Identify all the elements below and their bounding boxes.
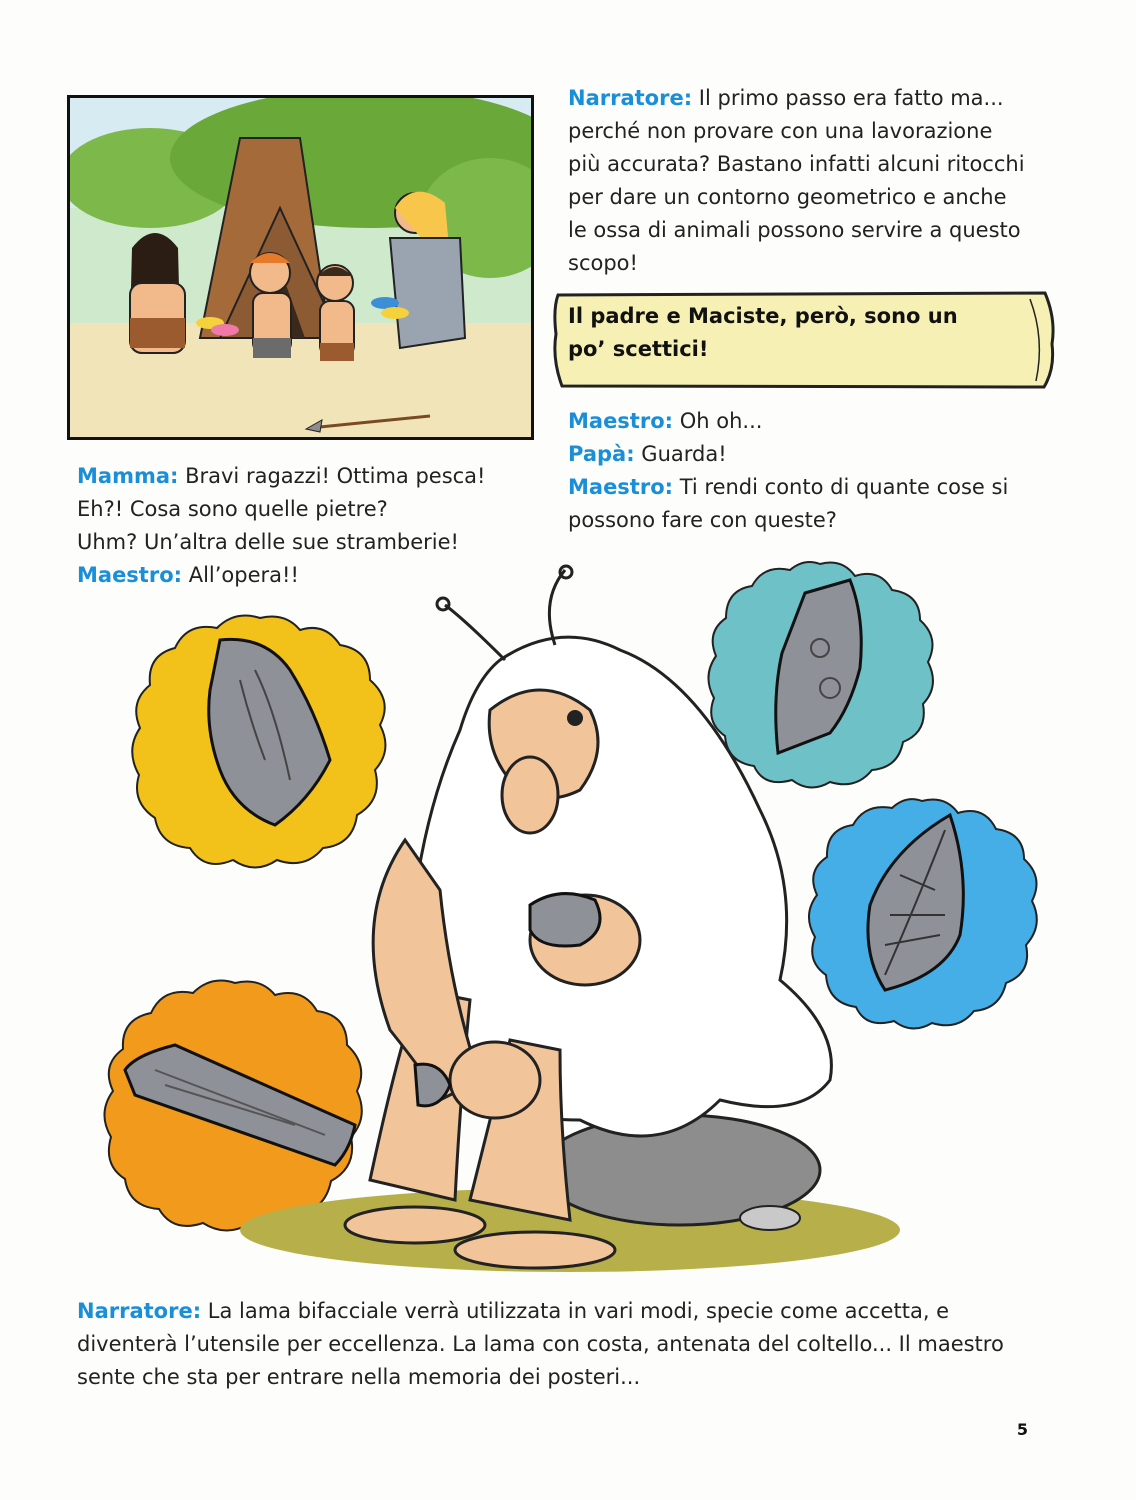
narration-line: diventerà l’utensile per eccellenza. La lama con costa, antenata del coltello... Il maestro: [77, 1332, 1004, 1356]
narration-line: Il primo passo era fatto ma...: [698, 86, 1004, 110]
narration-line: perché non provare con una lavorazione: [568, 119, 993, 143]
dialogue-text: Ti rendi conto di quante cose si: [679, 475, 1009, 499]
maestro-character-illustration: [240, 560, 900, 1280]
speaker-label: Maestro:: [568, 409, 674, 433]
dialogue-line: [77, 526, 557, 559]
caption-box-text: [568, 300, 1038, 366]
dialogue-line: [568, 471, 1088, 504]
family-scene-illustration: [70, 98, 531, 437]
speaker-label: Maestro:: [77, 563, 183, 587]
dialogue-right: [568, 405, 1088, 537]
caption-line: Il padre e Maciste, però, sono un: [568, 304, 958, 328]
dialogue-text: Guarda!: [641, 442, 727, 466]
outro-narration: [77, 1295, 1077, 1394]
narration-line: per dare un contorno geometrico e anche: [568, 185, 1007, 209]
narration-line: La lama bifacciale verrà utilizzata in vari modi, specie come accetta, e: [207, 1299, 950, 1323]
dialogue-line: [77, 493, 557, 526]
dialogue-text: Eh?! Cosa sono quelle pietre?: [77, 497, 388, 521]
narration-line: più accurata? Bastano infatti alcuni ritocchi: [568, 152, 1025, 176]
dialogue-text: Bravi ragazzi! Ottima pesca!: [185, 464, 486, 488]
dialogue-text: possono fare con queste?: [568, 508, 837, 532]
speaker-label: Mamma:: [77, 464, 179, 488]
dialogue-line: [77, 460, 557, 493]
narration-line: scopo!: [568, 251, 638, 275]
caption-line: po’ scettici!: [568, 337, 709, 361]
dialogue-line: [568, 438, 1088, 471]
dialogue-text: Uhm? Un’altra delle sue stramberie!: [77, 530, 459, 554]
narration-line: le ossa di animali possono servire a questo: [568, 218, 1021, 242]
speaker-label: Maestro:: [568, 475, 674, 499]
intro-narration: [568, 82, 1088, 280]
dialogue-line: [568, 504, 1088, 537]
speaker-label: Papà:: [568, 442, 635, 466]
speaker-label: Narratore:: [77, 1299, 202, 1323]
dialogue-text: All’opera!!: [188, 563, 299, 587]
dialogue-text: Oh oh...: [679, 409, 763, 433]
comic-panel-family: [67, 95, 534, 440]
speaker-label: Narratore:: [568, 86, 693, 110]
page-number: 5: [1016, 1420, 1028, 1439]
narration-line: sente che sta per entrare nella memoria dei posteri...: [77, 1365, 641, 1389]
dialogue-line: [568, 405, 1088, 438]
